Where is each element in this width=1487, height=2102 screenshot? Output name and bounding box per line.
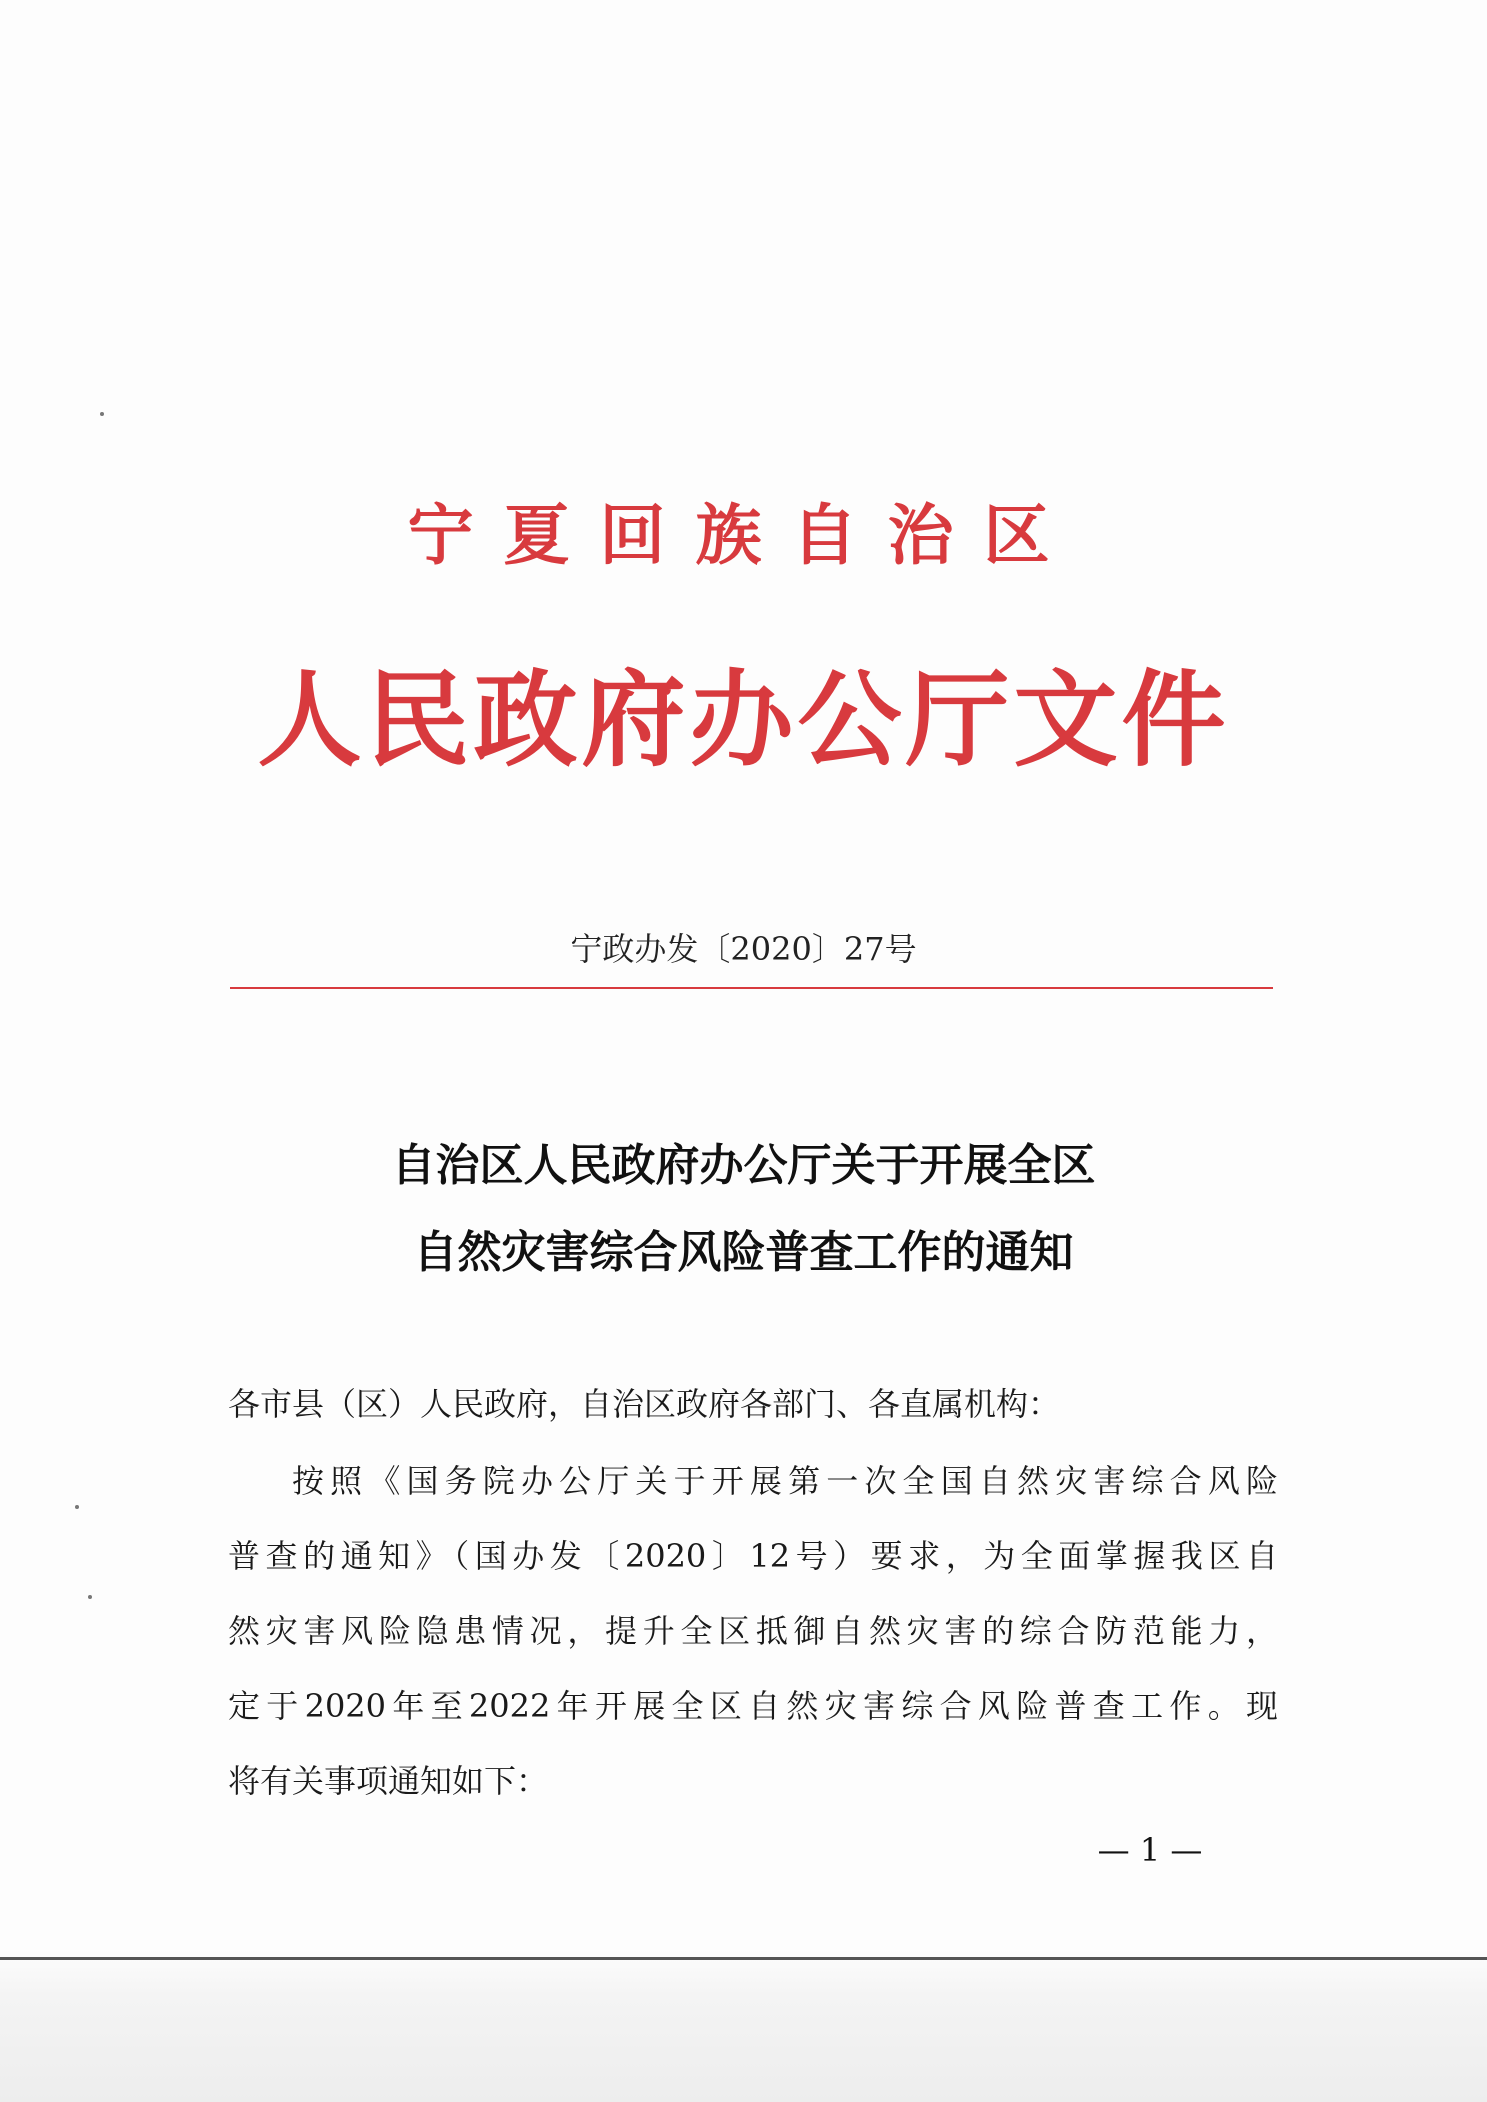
document-header: 人民政府办公厅文件: [257, 658, 1230, 781]
scan-edge-line: [0, 1957, 1487, 1960]
salutation: 各市县（区）人民政府，自治区政府各部门、各直属机构：: [228, 1385, 1061, 1423]
scan-edge-shade: [0, 1950, 1487, 2102]
scan-speck: [75, 1505, 79, 1509]
red-divider: [230, 987, 1273, 989]
issuer-name: 宁夏回族自治区: [407, 496, 1080, 574]
scan-speck: [100, 412, 104, 416]
paragraph-line: 按照《国务院办公厅关于开展第一次全国自然灾害综合风险: [292, 1462, 1278, 1500]
scan-speck: [88, 1595, 92, 1599]
paragraph-line: 普查的通知》（国办发〔2020〕12号）要求，为全面掌握我区自: [228, 1537, 1278, 1575]
paragraph-line: 将有关事项通知如下：: [228, 1762, 549, 1800]
paragraph-line: 然灾害风险隐患情况，提升全区抵御自然灾害的综合防范能力，: [228, 1612, 1278, 1650]
page-number: — 1 —: [1097, 1831, 1203, 1869]
paragraph-line: 定于2020年至2022年开展全区自然灾害综合风险普查工作。现: [228, 1687, 1278, 1725]
document-title-line-1: 自治区人民政府办公厅关于开展全区: [391, 1140, 1096, 1191]
document-number: 宁政办发〔2020〕27号: [570, 930, 917, 968]
document-title-line-2: 自然灾害综合风险普查工作的通知: [413, 1227, 1074, 1278]
